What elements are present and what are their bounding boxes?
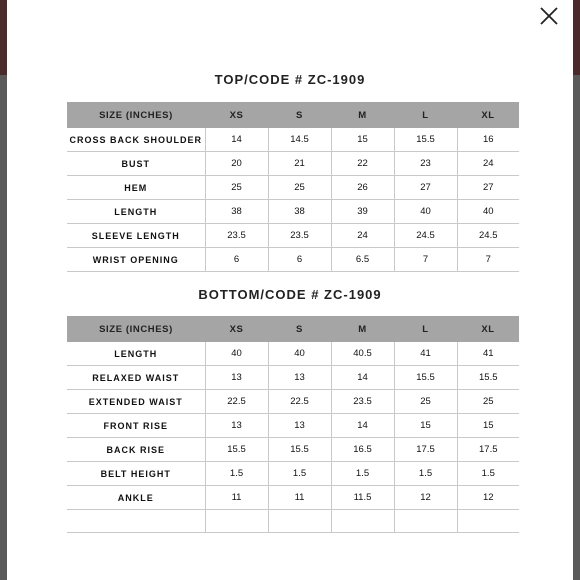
- cell-value: 7: [394, 248, 457, 272]
- row-label: BELT HEIGHT: [67, 462, 205, 486]
- cell-value: 39: [331, 200, 394, 224]
- cell-value: 27: [394, 176, 457, 200]
- cell-value: 12: [394, 486, 457, 510]
- cell-value: 23.5: [268, 224, 331, 248]
- cell-value: 25: [268, 176, 331, 200]
- cell-value: 6.5: [331, 248, 394, 272]
- close-icon: [537, 4, 561, 28]
- cell-value: 38: [205, 200, 268, 224]
- header-cell: SIZE (INCHES): [67, 316, 205, 342]
- row-label: WRIST OPENING: [67, 248, 205, 272]
- row-label: BACK RISE: [67, 438, 205, 462]
- top-chart-title: TOP/CODE # ZC-1909: [214, 72, 366, 87]
- table-row: [67, 200, 519, 224]
- header-cell: S: [268, 102, 331, 128]
- cell-value: 25: [394, 390, 457, 414]
- cell-value: 1.5: [205, 462, 268, 486]
- header-cell: XL: [457, 316, 519, 342]
- row-label: SLEEVE LENGTH: [67, 224, 205, 248]
- cell-value: 11: [268, 486, 331, 510]
- table-row: [67, 224, 519, 248]
- cell-value: 7: [457, 248, 519, 272]
- row-label: ANKLE: [67, 486, 205, 510]
- cell-value: 6: [268, 248, 331, 272]
- cell-value: 13: [205, 414, 268, 438]
- cell-value: 24: [457, 152, 519, 176]
- header-cell: XS: [205, 102, 268, 128]
- table-row: [67, 462, 519, 486]
- cell-value: 13: [268, 366, 331, 390]
- cell-value: 24.5: [394, 224, 457, 248]
- cell-value: [268, 510, 331, 533]
- cell-value: 25: [205, 176, 268, 200]
- size-chart-modal: [7, 0, 573, 580]
- cell-value: 15.5: [457, 366, 519, 390]
- close-button[interactable]: [537, 4, 561, 28]
- header-cell: M: [331, 102, 394, 128]
- row-label: HEM: [67, 176, 205, 200]
- table-row: [67, 486, 519, 510]
- cell-value: 38: [268, 200, 331, 224]
- cell-value: 26: [331, 176, 394, 200]
- cell-value: 14: [331, 366, 394, 390]
- table-row: [67, 366, 519, 390]
- header-cell: L: [394, 316, 457, 342]
- bottom-size-table: [67, 316, 519, 533]
- cell-value: 20: [205, 152, 268, 176]
- header-cell: XS: [205, 316, 268, 342]
- table-row: [67, 248, 519, 272]
- cell-value: 41: [457, 342, 519, 366]
- cell-value: 1.5: [457, 462, 519, 486]
- cell-value: 13: [205, 366, 268, 390]
- cell-value: 22.5: [205, 390, 268, 414]
- cell-value: [394, 510, 457, 533]
- cell-value: 40: [268, 342, 331, 366]
- table-row-empty: [67, 510, 519, 533]
- cell-value: 14.5: [268, 128, 331, 152]
- cell-value: 14: [205, 128, 268, 152]
- bottom-chart-title: BOTTOM/CODE # ZC-1909: [198, 287, 382, 302]
- header-cell: L: [394, 102, 457, 128]
- cell-value: 23.5: [205, 224, 268, 248]
- cell-value: 11.5: [331, 486, 394, 510]
- row-label: CROSS BACK SHOULDER: [67, 128, 205, 152]
- cell-value: 17.5: [394, 438, 457, 462]
- cell-value: 15.5: [394, 128, 457, 152]
- cell-value: 15: [331, 128, 394, 152]
- cell-value: 15.5: [205, 438, 268, 462]
- top-size-table: [67, 102, 519, 272]
- cell-value: 15.5: [394, 366, 457, 390]
- cell-value: 23.5: [331, 390, 394, 414]
- cell-value: 22: [331, 152, 394, 176]
- cell-value: 12: [457, 486, 519, 510]
- table-header-row: [67, 316, 519, 342]
- cell-value: 6: [205, 248, 268, 272]
- header-cell: SIZE (INCHES): [67, 102, 205, 128]
- row-label: FRONT RISE: [67, 414, 205, 438]
- cell-value: 24: [331, 224, 394, 248]
- cell-value: 11: [205, 486, 268, 510]
- cell-value: 17.5: [457, 438, 519, 462]
- header-cell: S: [268, 316, 331, 342]
- cell-value: 1.5: [394, 462, 457, 486]
- cell-value: 15: [457, 414, 519, 438]
- cell-value: 40: [394, 200, 457, 224]
- cell-value: 16.5: [331, 438, 394, 462]
- cell-value: 16: [457, 128, 519, 152]
- table-row: [67, 176, 519, 200]
- cell-value: [331, 510, 394, 533]
- cell-value: 13: [268, 414, 331, 438]
- cell-value: 40: [457, 200, 519, 224]
- table-row: [67, 342, 519, 366]
- cell-value: 1.5: [331, 462, 394, 486]
- cell-value: [205, 510, 268, 533]
- cell-value: [457, 510, 519, 533]
- cell-value: 15: [394, 414, 457, 438]
- table-row: [67, 414, 519, 438]
- row-label: LENGTH: [67, 200, 205, 224]
- cell-value: 41: [394, 342, 457, 366]
- row-label: EXTENDED WAIST: [67, 390, 205, 414]
- cell-value: 24.5: [457, 224, 519, 248]
- table-header-row: [67, 102, 519, 128]
- cell-value: 1.5: [268, 462, 331, 486]
- row-label: [67, 510, 205, 533]
- table-row: [67, 438, 519, 462]
- header-cell: M: [331, 316, 394, 342]
- cell-value: 25: [457, 390, 519, 414]
- table-row: [67, 390, 519, 414]
- cell-value: 27: [457, 176, 519, 200]
- row-label: BUST: [67, 152, 205, 176]
- cell-value: 22.5: [268, 390, 331, 414]
- row-label: LENGTH: [67, 342, 205, 366]
- table-row: [67, 128, 519, 152]
- cell-value: 14: [331, 414, 394, 438]
- cell-value: 23: [394, 152, 457, 176]
- cell-value: 40: [205, 342, 268, 366]
- cell-value: 21: [268, 152, 331, 176]
- header-cell: XL: [457, 102, 519, 128]
- row-label: RELAXED WAIST: [67, 366, 205, 390]
- cell-value: 40.5: [331, 342, 394, 366]
- table-row: [67, 152, 519, 176]
- cell-value: 15.5: [268, 438, 331, 462]
